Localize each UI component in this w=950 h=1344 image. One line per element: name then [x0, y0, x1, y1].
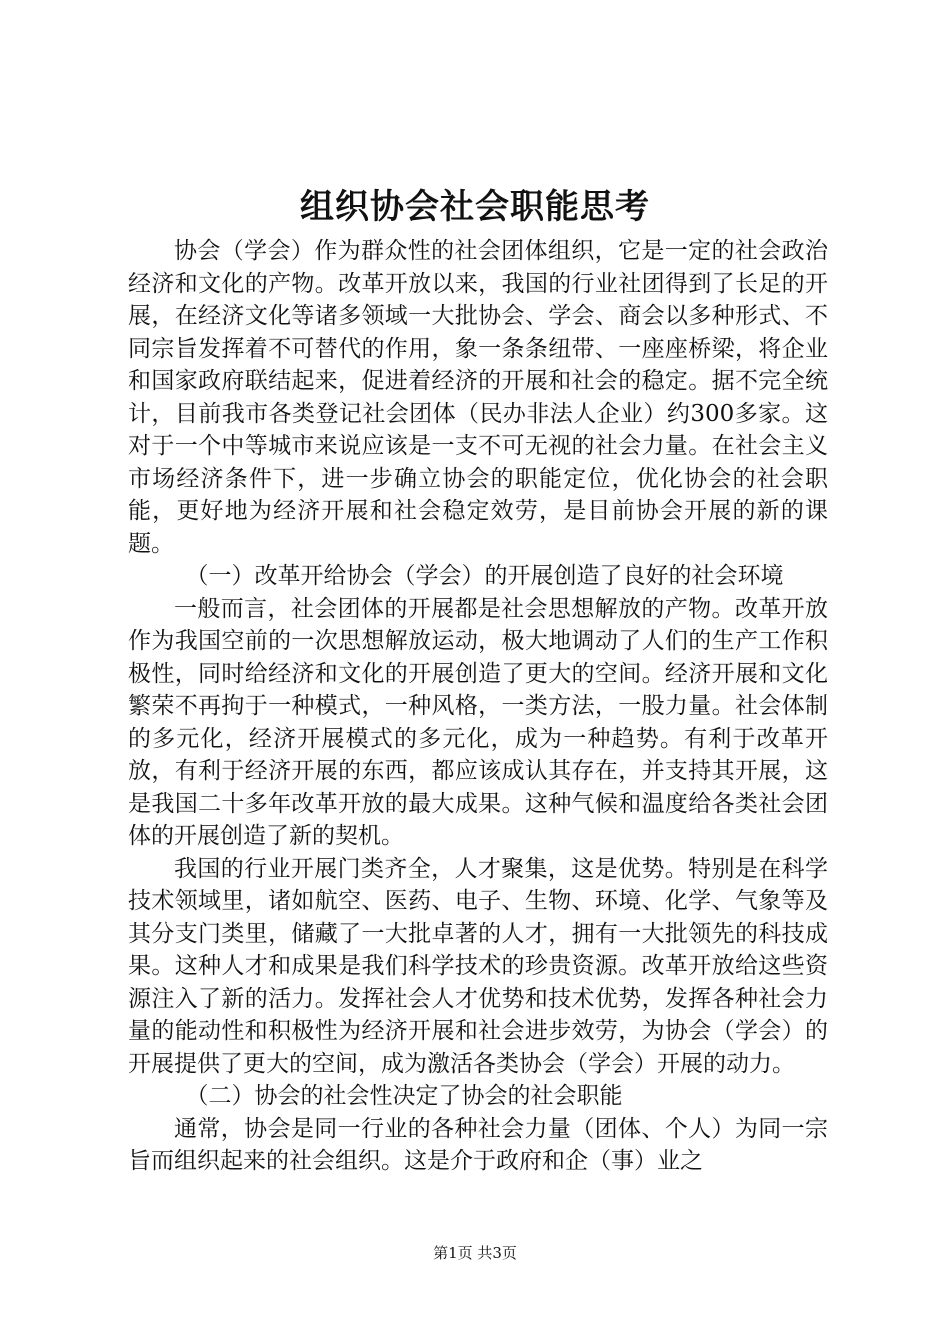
paragraph-reform: 一般而言，社会团体的开展都是社会思想解放的产物。改革开放作为我国空前的一次思想解放运动，极大地调动了人们的生产工作积极性，同时给经济和文化的开展创造了更大的空间。经济开展和文化繁荣不再拘于一种模式，一种风格，一类方法，一股力量。社会体制的多元化，经济开展模式的多元化，成为一种趋势。有利于改革开放，有利于经济开展的东西，都应该成认其存在，并支持其开展，这是我国二十多年改革开放的最大成果。这种气候和温度给各类社会团体的开展创造了新的契机。 [128, 595, 828, 849]
section-heading-2: （二）协会的社会性决定了协会的社会职能 [185, 1083, 623, 1109]
paragraph-talent: 我国的行业开展门类齐全，人才聚集，这是优势。特别是在科学技术领域里，诸如航空、医药、电子、生物、环境、化学、气象等及其分支门类里，储藏了一大批卓著的人才，拥有一大批领先的科技成果。这种人才和成果是我们科学技术的珍贵资源。改革开放给这些资源注入了新的活力。发挥社会人才优势和技术优势，发挥各种社会力量的能动性和积极性为经济开展和社会进步效劳，为协会（学会）的开展提供了更大的空间，成为激活各类协会（学会）开展的动力。 [128, 855, 828, 1077]
paragraph-intro: 协会（学会）作为群众性的社会团体组织，它是一定的社会政治经济和文化的产物。改革开放以来，我国的行业社团得到了长足的开展，在经济文化等诸多领域一大批协会、学会、商会以多种形式、不同宗旨发挥着不可替代的作用，象一条条纽带、一座座桥梁，将企业和国家政府联结起来，促进着经济的开展和社会的稳定。据不完全统计，目前我市各类登记社会团体（民办非法人企业）约300多家。这对于一个中等城市来说应该是一支不可无视的社会力量。在社会主义市场经济条件下，进一步确立协会的职能定位，优化协会的社会职能，更好地为经济开展和社会稳定效劳，是目前协会开展的新的课题。 [128, 238, 828, 557]
page-number-footer: 第1页 共3页 [433, 1244, 517, 1262]
section-heading-1: （一）改革开给协会（学会）的开展创造了良好的社会环境 [185, 563, 784, 589]
document-body [128, 235, 828, 1178]
document-title: 组织协会社会职能思考 [300, 187, 650, 227]
paragraph-definition: 通常，协会是同一行业的各种社会力量（团体、个人）为同一宗旨而组织起来的社会组织。这是介于政府和企（事）业之 [128, 1115, 828, 1174]
